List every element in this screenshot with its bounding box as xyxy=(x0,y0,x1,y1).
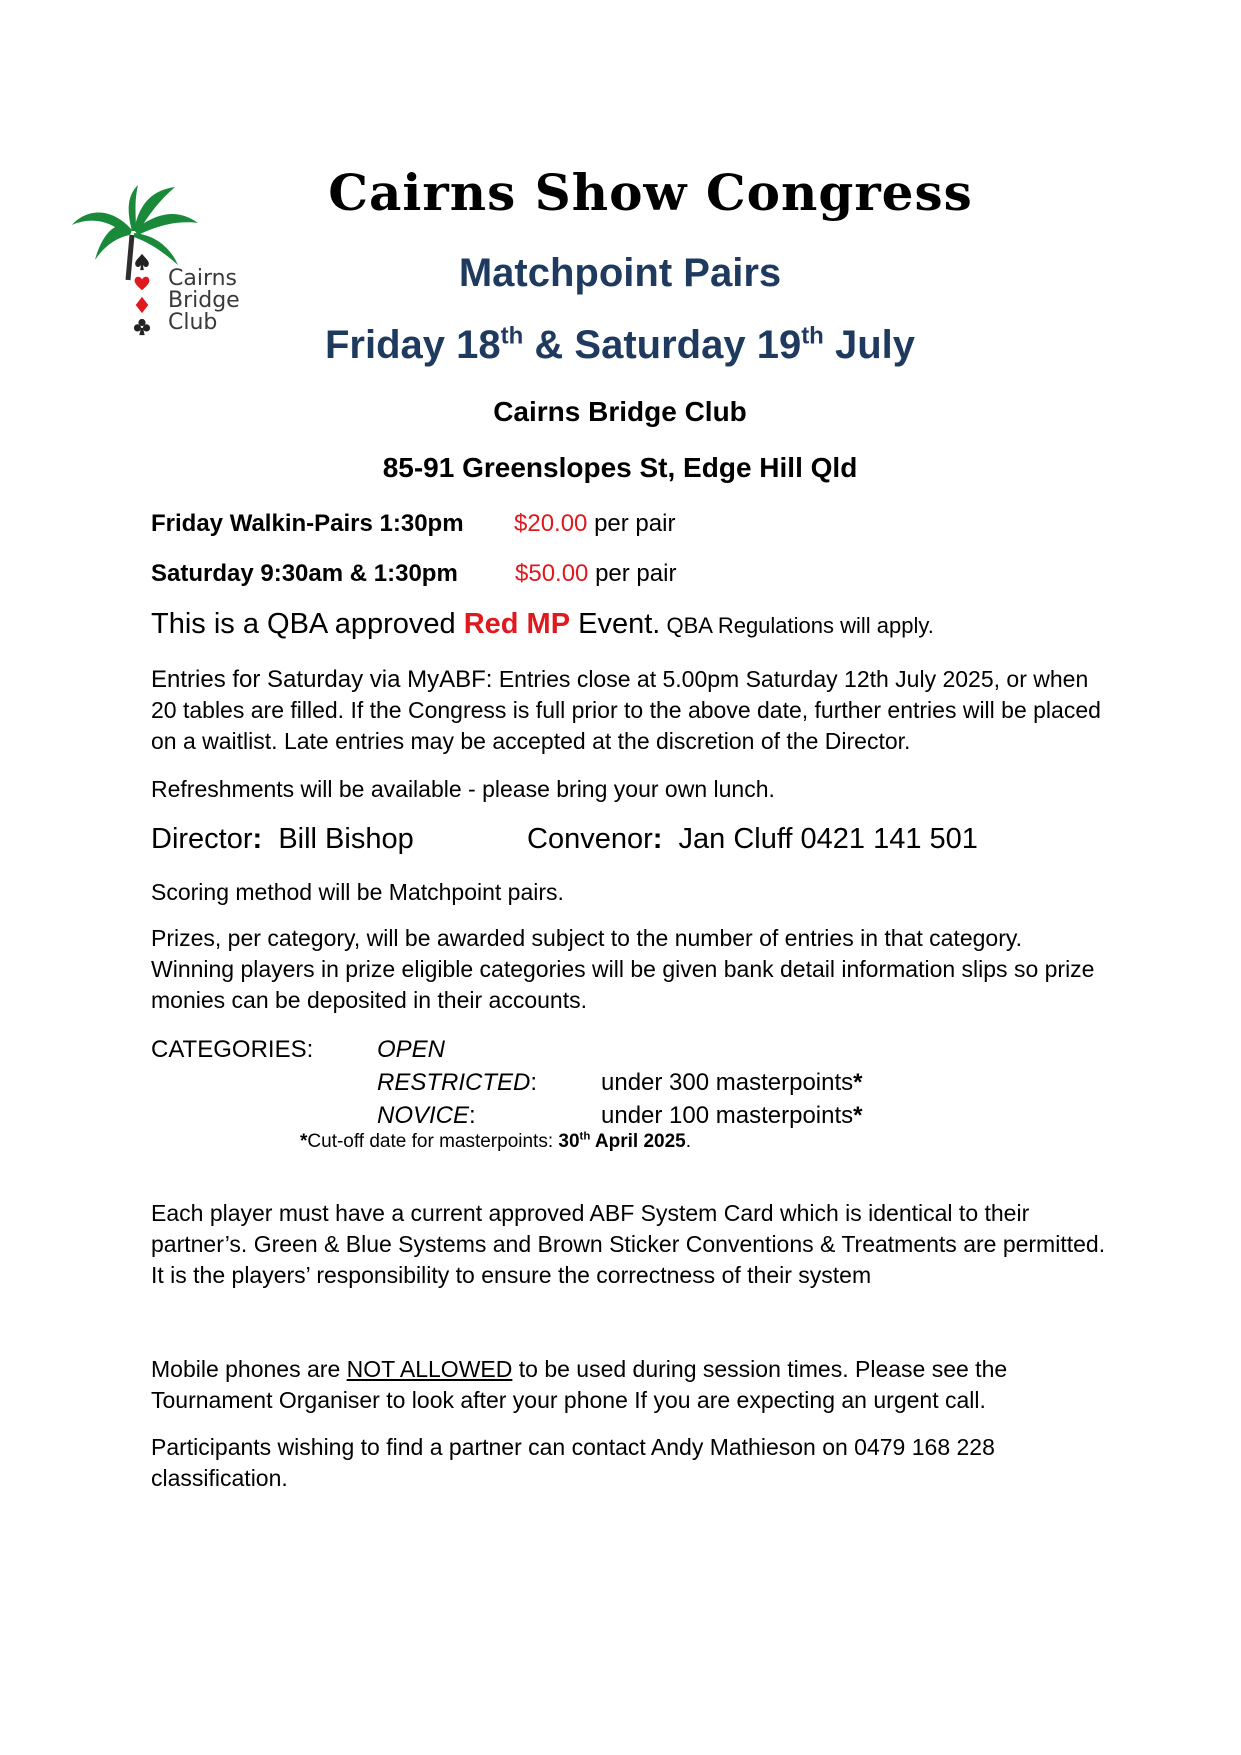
convenor-contact: Jan Cluff 0421 141 501 xyxy=(678,823,978,855)
restricted-note: under 300 masterpoints* xyxy=(601,1069,863,1096)
friday-unit: per pair xyxy=(594,510,676,537)
logo-text-club: Club xyxy=(168,310,218,335)
logo-text-bridge: Bridge xyxy=(168,288,240,313)
scoring-method: Scoring method will be Matchpoint pairs. xyxy=(151,879,564,905)
saturday-fee xyxy=(515,560,676,588)
congress-title: Cairns Show Congress xyxy=(328,163,973,222)
qba-text-post: Event. xyxy=(570,608,661,640)
venue-address: 85-91 Greenslopes St, Edge Hill Qld xyxy=(382,452,858,483)
friday-fee xyxy=(514,510,675,538)
director-label: Director xyxy=(151,823,253,855)
club-icon xyxy=(133,318,151,336)
heart-icon xyxy=(133,274,151,292)
entries-paragraph xyxy=(151,664,1111,757)
director: Director: Bill Bishop xyxy=(151,823,414,855)
convenor: Convenor: Jan Cluff 0421 141 501 xyxy=(527,823,978,855)
novice-note: under 100 masterpoints* xyxy=(601,1102,863,1129)
category-novice: NOVICE: xyxy=(377,1102,476,1129)
director-name: Bill Bishop xyxy=(278,823,414,855)
not-allowed-text: NOT ALLOWED xyxy=(346,1356,513,1382)
saturday-price: $50.00 xyxy=(515,560,589,587)
qba-regulations: QBA Regulations will apply. xyxy=(660,613,934,638)
prizes-paragraph: Prizes, per category, will be awarded subject to the number of entries in that category. Winning players in prize eligible categories will be given bank detail information slips so prize monies can be deposited in their accounts. xyxy=(151,925,1095,1013)
date-sup-1: th xyxy=(500,322,524,350)
entries-lead: Entries for Saturday via MyABF: xyxy=(151,666,493,693)
mobile-phones-paragraph: Mobile phones are NOT ALLOWED to be used during session times. Please see the Tournament Organiser to look after your phone If you are expecting an urgent call. xyxy=(151,1356,1008,1413)
spade-icon xyxy=(133,253,151,271)
friday-session: Friday Walkin-Pairs 1:30pm xyxy=(151,510,464,537)
saturday-unit: per pair xyxy=(595,560,677,587)
event-dates xyxy=(200,323,1040,368)
partner-paragraph: Participants wishing to find a partner can contact Andy Mathieson on 0479 168 228 classification. xyxy=(151,1434,995,1491)
date-saturday: & Saturday 19 xyxy=(523,323,802,367)
saturday-session: Saturday 9:30am & 1:30pm xyxy=(151,560,458,587)
venue-name: Cairns Bridge Club xyxy=(493,396,747,427)
refreshments-note: Refreshments will be available - please bring your own lunch. xyxy=(151,776,775,802)
entries-text: Entries close at 5.00pm Saturday 12th July 2025, or when 20 tables are filled. If the Congress is full prior to the above date, further entries will be placed on a waitlist. Late entries may be accepted at the discretion of the Director. xyxy=(151,666,1101,754)
qba-notice xyxy=(151,608,934,641)
qba-text-pre: This is a QBA approved xyxy=(151,608,464,640)
date-sup-2: th xyxy=(801,322,824,350)
system-card-paragraph: Each player must have a current approved ABF System Card which is identical to their partner’s. Green & Blue Systems and Brown Sticker Conventions & Treatments are permitted. It is the players’ responsibility to ensure the correctness of their system xyxy=(151,1200,1106,1288)
diamond-icon xyxy=(133,296,151,314)
category-open: OPEN xyxy=(377,1036,446,1063)
category-restricted: RESTRICTED: xyxy=(377,1069,538,1096)
event-name: Matchpoint Pairs xyxy=(458,251,782,295)
cutoff-note: *Cut-off date for masterpoints: 30th April 2025. xyxy=(300,1130,691,1152)
logo-text-cairns: Cairns xyxy=(168,266,238,291)
convenor-label: Convenor xyxy=(527,823,653,855)
date-month: July xyxy=(823,323,915,367)
categories-label: CATEGORIES: xyxy=(151,1036,314,1063)
qba-red-mp: Red MP xyxy=(463,608,571,640)
date-friday: Friday 18 xyxy=(324,323,501,367)
friday-price: $20.00 xyxy=(514,510,588,537)
